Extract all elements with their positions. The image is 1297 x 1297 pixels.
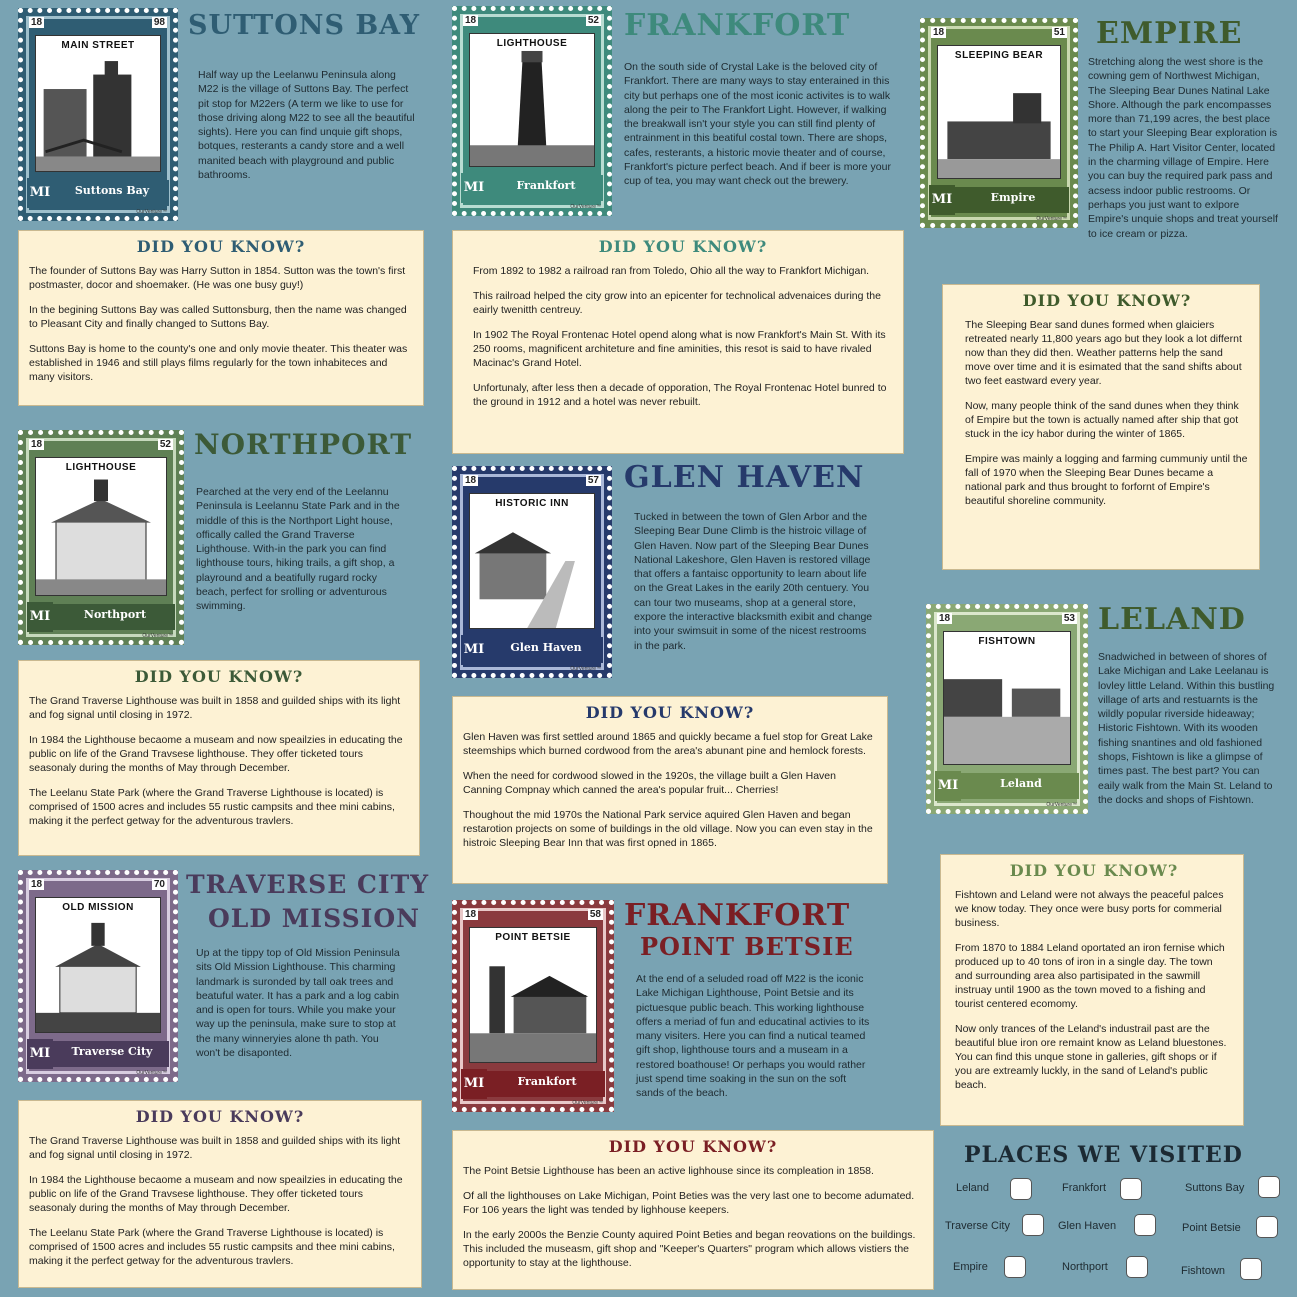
title-leland: LELAND [1098,602,1246,637]
checklist-label-traverse-city: Traverse City [945,1220,1010,1232]
dyk-heading: DID YOU KNOW? [598,237,768,256]
desc-traverse-city: Up at the tippy top of Old Mission Peninsula sits Old Mission Lighthouse. This charming landmark is suronded by tall oak trees and beatuful water. It has a park and a log cabin and is open for tours. While you make your way up the peninsula, make sure to stop at the many winneryies alone th path. You won't be disaponted. [196,947,400,1060]
checklist-label-suttons-bay: Suttons Bay [1185,1182,1245,1194]
dyk-heading: DID YOU KNOW? [135,1107,305,1126]
dyk-northport: DID YOU KNOW? The Grand Traverse Lighthouse was built in 1858 and guilded ships with its light and fog signal until closing in 1972. In 1984 the Lighthouse becaome a museam and now speailzies in educating the public on life of the Grand Travsese lighthouse. They offer ticketed tours seasonaly during the months of May through December. The Leelanu State Park (where the Grand Traverse Lighthouse is located) is comprised of 1500 acres and includes 55 rustic campsits and thee mini cabins, making it the perfect getway for the adventurous travlers. [18,660,420,856]
desc-empire: Stretching along the west shore is the cowning gem of Northwest Michigan, The Sleeping Bear Dunes Natinal Lake Shore. Although the park encompasses more than 71,199 acres, the best place to start your Sleeping Bear exploration is The Philip A. Hart Visitor Center, located in the charming village of Empire. Here you can buy the required park pass and acsess indoor public restrooms. Or perhaps you just want to exlpore Empire's unquie shops and treat yourself to ice cream or pizza. [1088,56,1278,240]
stamp-banner: MI Empire [929,187,1069,213]
stamp-banner: MI Frankfort [461,175,603,201]
desc-leland: Snadwiched in between of shores of Lake Michigan and Lake Leelanau is lovley little Leland. Within this bustling village of arts and restuarnts is the wildly popular riverside hideaway; Historic Fishtown. With its wooden fishing snantines and old fashioned shops, Fishtown is like a glimpse of times past. The best part? You can eaily walk from the Main St. Leland to the docks and shops of Fishtown. [1098,651,1275,806]
title-glen-haven: GLEN HAVEN [624,460,865,495]
dyk-heading: DID YOU KNOW? [608,1137,778,1156]
stamp-photo: POINT BETSIE [469,927,597,1063]
dyk-frankfort: DID YOU KNOW? From 1892 to 1982 a railroad ran from Toledo, Ohio all the way to Frankfort Michigan. This railroad helped the city grow into an epicenter for technolical advenaices during the eairly twenitth centreuy. In 1902 The Royal Frontenac Hotel opend along what is now Frankfort's Main St. With its 250 rooms, magnificent architeture and fine aminities, this resot is said to have rivaled Macinac's Grand Hotel. Unfortunaly, after less then a decade of opporation, The Royal Frontenac Hotel bunred to the ground in 1912 and a hotel was never rebuilt. [452,230,904,454]
desc-point-betsie: At the end of a seluded road off M22 is the iconic Lake Michigan Lighthouse, Point Betsie and its pictuesque public beach. This working lighthouse offers a meriad of fun and educatinal activies to its many visiters. Here you can find a nutical teamed gift shop, lighthouse tours and a museam in a restored boathouse! Or perhaps you would rather just spend time soaking in the sun on the soft sands of the beach. [636,973,870,1100]
subtitle-old-mission: OLD MISSION [208,904,420,933]
checkbox-point-betsie[interactable] [1256,1216,1278,1238]
stamp-banner: MI Glen Haven [461,637,603,663]
stamp-northport: 18 52 LIGHTHOUSE MI Northport OurVenture™ [18,430,184,645]
stamp-photo: OLD MISSION [35,897,161,1033]
desc-frankfort: On the south side of Crystal Lake is the beloved city of Frankfort. There are many ways to stay enterained in this city but perhaps one of the most iconic activites is to walk along the peir to The Frankfort Light. However, if walking the breakwall isn't your style you can still find plenty of entrainment in this beatiful costal town. There are shops, cafes, resterants, a historic movie theater and of course, Frankfort's picture perfect beach. And if beer is more your cup of tea, you may want check out the brewery. [624,61,891,188]
dyk-traverse-city: DID YOU KNOW? The Grand Traverse Lighthouse was built in 1858 and guilded ships with its light and fog signal until closing in 1972. In 1984 the Lighthouse becaome a museam and now speailzies in educating the public on life of the Grand Travsese lighthouse. They offer ticketed tours seasonaly during the months of May through December. The Leelanu State Park (where the Grand Traverse Lighthouse is located) is comprised of 1500 acres and includes 55 rustic campsits and thee mini cabins, making it the perfect getway for the adventurous travlers. [18,1100,422,1288]
title-suttons-bay: SUTTONS BAY [188,10,421,41]
checkbox-northport[interactable] [1126,1256,1148,1278]
title-empire: EMPIRE [1096,16,1243,51]
dyk-point-betsie: DID YOU KNOW? The Point Betsie Lighthouse has been an active lighhouse since its compleation in 1858. Of all the lighthouses on Lake Michigan, Point Beties was the very last one to become adumated. For 106 years the light was tended by lighhouse keepers. In the early 2000s the Benzie County aquired Point Beties and began reovations on the buildings. This included the museasm, gift shop and "Keeper's Quarters" program which allows vistiers the opportunity to stay at the lighthouse. [452,1130,934,1290]
checkbox-leland[interactable] [1010,1178,1032,1200]
stamp-banner: MI Suttons Bay [27,180,169,206]
stamp-glen-haven: 18 57 HISTORIC INN MI Glen Haven OurVenture™ [452,466,612,678]
checkbox-glen-haven[interactable] [1134,1214,1156,1236]
checkbox-traverse-city[interactable] [1022,1214,1044,1236]
checklist-label-fishtown: Fishtown [1181,1265,1226,1277]
checklist-label-glen-haven: Glen Haven [1058,1220,1117,1232]
checklist-label-frankfort: Frankfort [1062,1182,1107,1194]
title-point-betsie: FRANKFORT [624,898,851,933]
checkbox-fishtown[interactable] [1240,1258,1262,1280]
dyk-glen-haven: DID YOU KNOW? Glen Haven was first settled around 1865 and quickly became a fuel stop for Great Lake steemships which burned cordwood from the area's abunant pine and hemlock forests. When the need for cordwood slowed in the 1920s, the village built a Glen Haven Canning Compnay which canned the area's popular fruit... Cherries! Thoughout the mid 1970s the National Park service aquired Glen Haven and began restarotion projects on some of buildings in the old village. Now you can even stay in the histroic Sleeping Bear Inn that was first opned in 1865. [452,696,888,884]
stamp-photo: LIGHTHOUSE [35,457,167,596]
stamp-photo: SLEEPING BEAR [937,45,1061,179]
stamp-point-betsie: 18 58 POINT BETSIE MI Frankfort OurVenture™ [452,900,614,1112]
checklist-title: PLACES WE VISITED [964,1142,1243,1168]
stamp-banner: MI Northport [27,604,175,630]
desc-northport: Pearched at the very end of the Leelannu Peninsula is Leelannu State Park and in the middle of this is the Northport Light house, offically called the Grand Traverse Lighthouse. With-in the park you can find lighthouse tours, hiking trails, a gift shop, a playround and a beatifully rugard rocky beach, perfect for srolling or adventurous swimming. [196,486,400,613]
title-northport: NORTHPORT [194,428,413,461]
stamp-frankfort: 18 52 LIGHTHOUSE MI Frankfort OurVenture™ [452,6,612,216]
stamp-suttons-bay: 18 98 MAIN STREET MI Suttons Bay OurVenture™ [18,8,178,221]
title-frankfort: FRANKFORT [624,8,851,43]
stamp-leland: 18 53 FISHTOWN MI Leland OurVenture™ [926,604,1088,814]
stamp-photo: LIGHTHOUSE [469,33,595,167]
dyk-empire: DID YOU KNOW? The Sleeping Bear sand dunes formed when glaiciers retreated nearly 11,800 years ago but they look a lot differnt now than they did then. Weather patterns help the sand move over time and it is esimated that the sand shifts about two feet eastward every year. Now, many people think of the sand dunes when they think of Empire but the town is actually named after ship that got stuck in the icy habor during the winter of 1865. Empire was mainly a logging and farming cummuniy until the fall of 1970 when the Sleeping Bear Dunes became a national park and thus brought to forfornt of Empire's beautiful shoreline community. [942,284,1260,570]
dyk-heading: DID YOU KNOW? [1022,291,1192,310]
stamp-empire: 18 51 SLEEPING BEAR MI Empire OurVenture™ [920,18,1078,228]
desc-glen-haven: Tucked in between the town of Glen Arbor and the Sleeping Bear Dune Climb is the histroic village of Glen Haven. Now part of the Sleeping Bear Dunes National Lakeshore, Glen Haven is restored village that offers a fantaisc opportunity to learn about life on the Great Lakes in the earily 20th centuery. You can tour two museams, shop at a general store, expore the interactive blacksmith exibit and change into your swimsuit in some of the nicest restrooms in the park. [634,511,873,652]
stamp-photo: FISHTOWN [943,631,1071,765]
stamp-banner: MI Frankfort [461,1071,605,1097]
title-traverse-city: TRAVERSE CITY [186,870,430,899]
dyk-suttons-bay: DID YOU KNOW? The founder of Suttons Bay was Harry Sutton in 1854. Sutton was the town's first postmaster, docor and shoemaker. (He was one busy guy!) In the begining Suttons Bay was called Suttonsburg, then the name was changed to Pleasant City and finally changed to Suttons Bay. Suttons Bay is home to the county's one and only movie theater. This theater was established in 1946 and still plays films regularly for the town inhabiteces and many visitors. [18,230,424,406]
stamp-photo: HISTORIC INN [469,493,595,629]
dyk-heading: DID YOU KNOW? [134,667,304,686]
stamp-banner: MI Leland [935,773,1079,799]
checkbox-frankfort[interactable] [1120,1178,1142,1200]
checklist-label-point-betsie: Point Betsie [1182,1222,1241,1234]
checklist-label-empire: Empire [953,1261,988,1273]
checkbox-suttons-bay[interactable] [1258,1176,1280,1198]
stamp-photo: MAIN STREET [35,35,161,172]
dyk-heading: DID YOU KNOW? [136,237,306,256]
stamp-traverse-city: 18 70 OLD MISSION MI Traverse City OurVenture™ [18,870,178,1082]
subtitle-point-betsie: POINT BETSIE [640,932,854,961]
dyk-heading: DID YOU KNOW? [1009,861,1179,880]
dyk-leland: DID YOU KNOW? Fishtown and Leland were not always the peaceful palces we know today. They once were busy ports for commerial business. From 1870 to 1884 Leland oportated an iron fernise which produced up to 40 tons of iron in a single day. The town and surrounding area also partisipated in the sawmill instruay until 1900 as the town moved to a fishing and tourist centered ecomomy. Now only trances of the Leland's industrail past are the beautiful blue iron ore remaint know as Leland bluestones. You can find this unque stone in galleries, gift shops or if you are extreamly luckly, in the sand of Leland's public beach. [940,854,1244,1126]
checklist-label-leland: Leland [956,1182,990,1194]
stamp-banner: MI Traverse City [27,1041,169,1067]
checklist-label-northport: Northport [1062,1261,1108,1273]
dyk-heading: DID YOU KNOW? [585,703,755,722]
desc-suttons-bay: Half way up the Leelanwu Peninsula along M22 is the village of Suttons Bay. The perfect pit stop for M22ers (A term we like to use for those driving along M22 to see all the beautiful sights). Here you can find unquie gift shops, botques, resterants a candy store and a well manited beach with playground and public bathrooms. [198,69,415,182]
checkbox-empire[interactable] [1004,1256,1026,1278]
